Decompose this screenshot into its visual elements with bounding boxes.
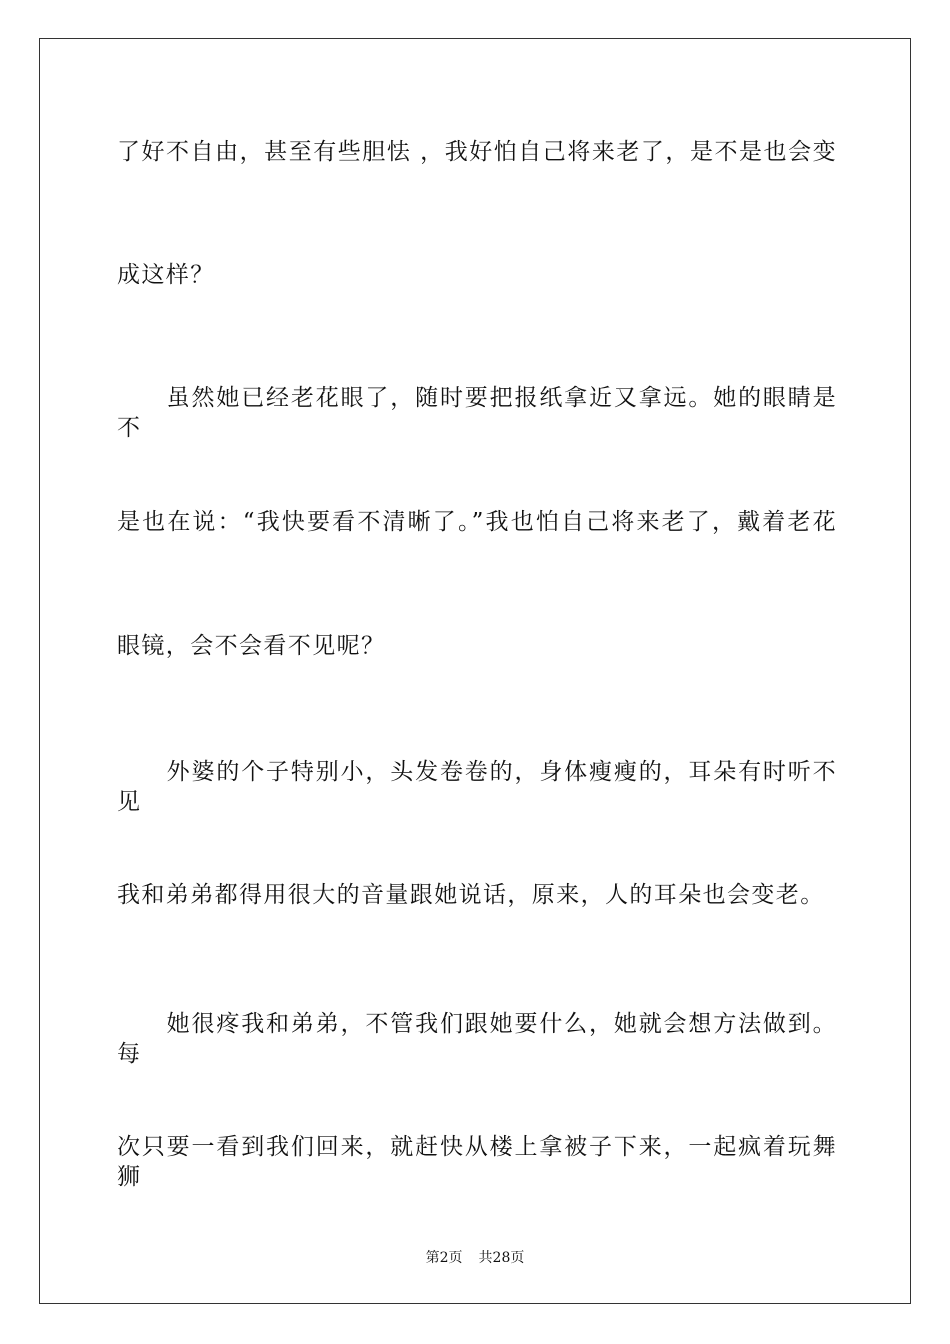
paragraph-line: 了好不自由，甚至有些胆怯 ，我好怕自己将来老了，是不是也会变: [117, 139, 837, 165]
page-border: [39, 38, 911, 1304]
paragraph-line: 次只要一看到我们回来，就赶快从楼上拿被子下来，一起疯着玩舞狮: [117, 1134, 837, 1190]
paragraph-line: 成这样？: [117, 262, 215, 288]
paragraph-line: 是也在说：“我快要看不清晰了。”我也怕自己将来老了，戴着老花: [117, 509, 837, 535]
paragraph-line: 虽然她已经老花眼了，随时要把报纸拿近又拿远。她的眼睛是不: [117, 385, 837, 441]
paragraph-line: 我和弟弟都得用很大的音量跟她说话，原来，人的耳朵也会变老。: [117, 882, 825, 908]
paragraph-line: 外婆的个子特别小，头发卷卷的，身体瘦瘦的，耳朵有时听不见: [117, 759, 837, 815]
page-footer: [0, 1248, 950, 1268]
paragraph-line: 她很疼我和弟弟，不管我们跟她要什么，她就会想方法做到。每: [117, 1011, 837, 1067]
page-number: 第2页: [425, 1250, 463, 1266]
paragraph-line: 眼镜，会不会看不见呢？: [117, 633, 386, 659]
page-total: 共28页: [478, 1250, 525, 1266]
